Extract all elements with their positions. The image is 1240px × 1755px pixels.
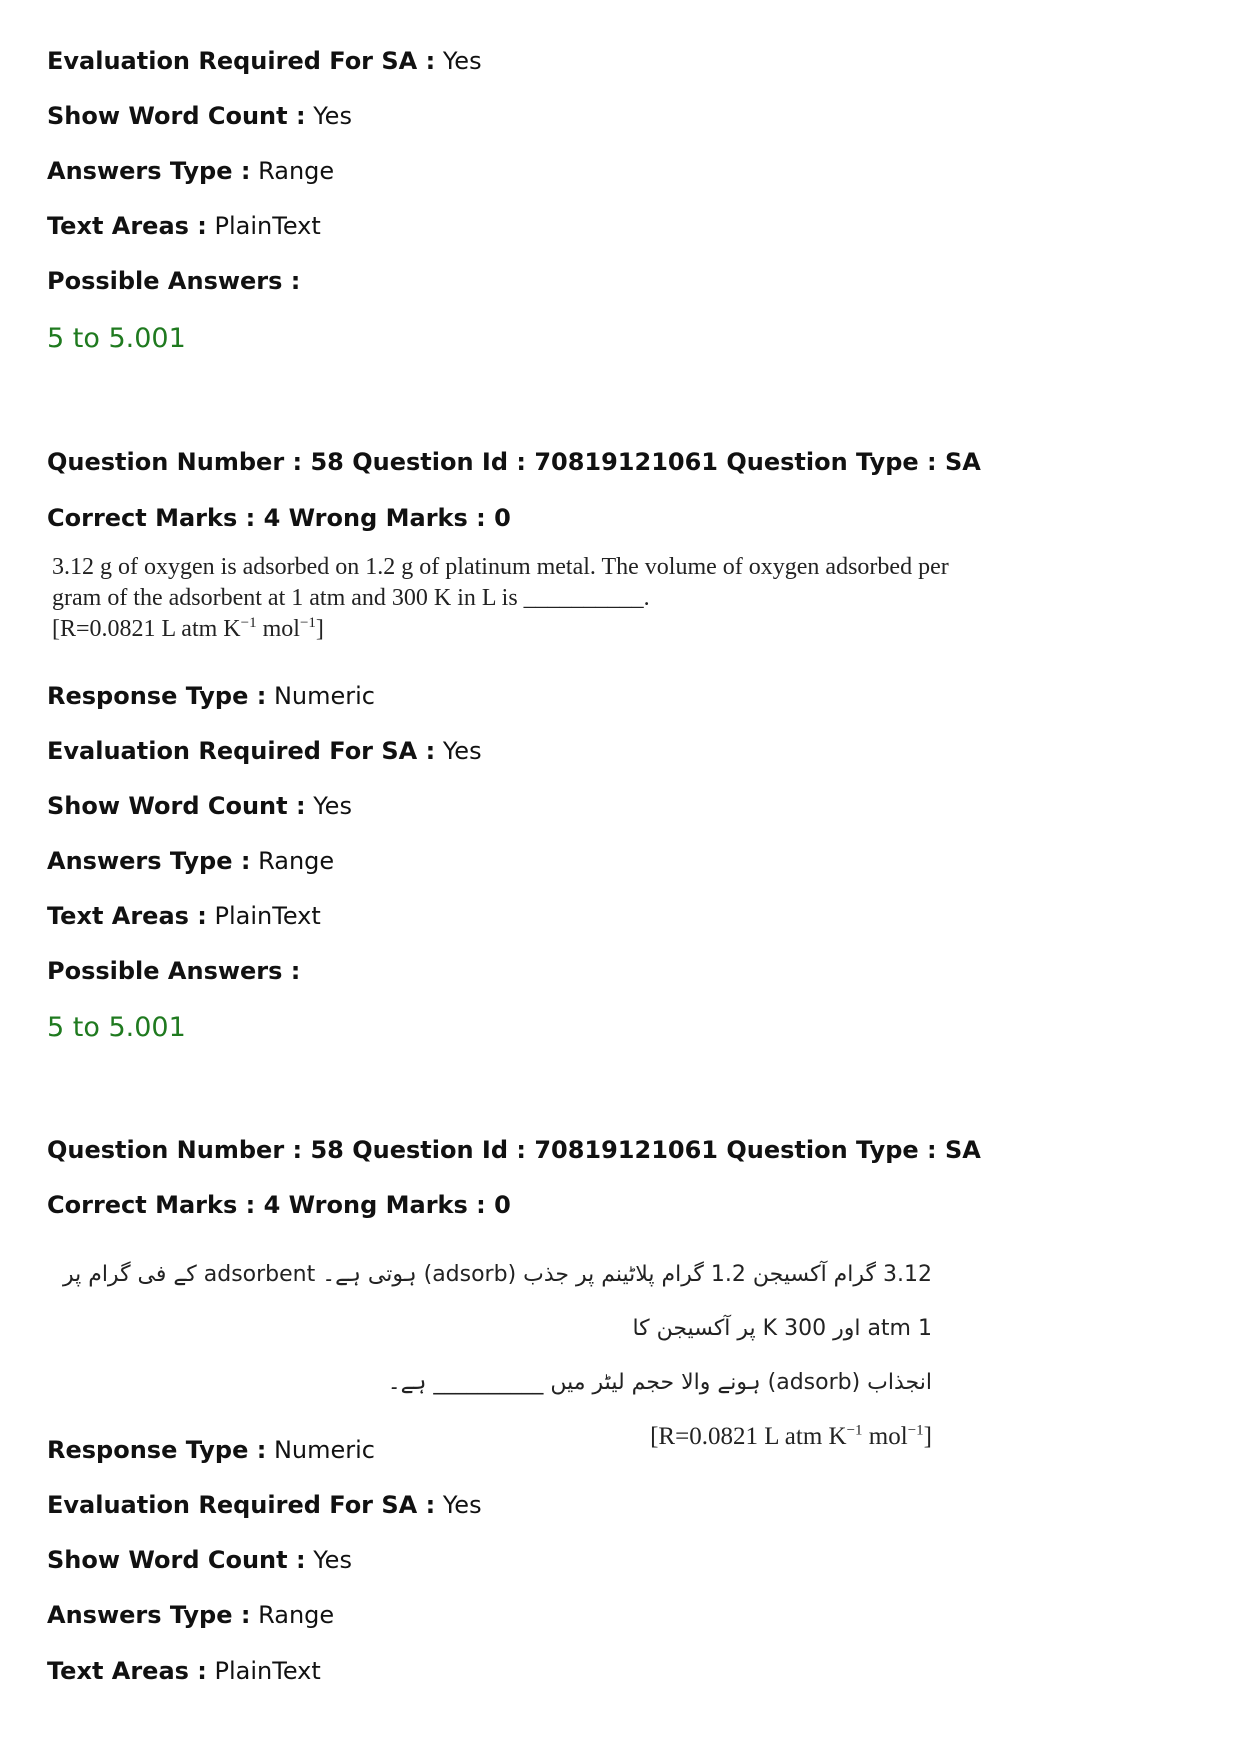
question-header xyxy=(47,1134,981,1166)
show-word-count-row xyxy=(47,790,352,822)
evaluation-required-row xyxy=(47,45,482,77)
formula-unit: mol xyxy=(256,616,300,642)
formula-unit: mol xyxy=(862,1423,908,1450)
response-type-row xyxy=(47,680,375,712)
question-text-line: 3.12 g of oxygen is adsorbed on 1.2 g of platinum metal. The volume of oxygen adsorbed per xyxy=(52,554,949,580)
show-word-count-value: Yes xyxy=(313,102,352,130)
evaluation-required-value: Yes xyxy=(442,47,482,75)
text-areas-label: Text Areas : xyxy=(47,902,207,930)
evaluation-required-label: Evaluation Required For SA : xyxy=(47,47,436,75)
possible-answer-value: 5 to 5.001 xyxy=(47,1012,186,1043)
possible-answers-row xyxy=(47,265,300,297)
formula-exponent: −1 xyxy=(846,1422,863,1439)
show-word-count-label: Show Word Count : xyxy=(47,102,306,130)
question-text-line: انجذاب (adsorb) ہونے والا حجم لیٹر میں __________ ہے۔ xyxy=(387,1370,932,1395)
answers-type-row xyxy=(47,155,334,187)
evaluation-required-label: Evaluation Required For SA : xyxy=(47,1491,436,1519)
evaluation-required-row xyxy=(47,1489,482,1521)
formula-close: ] xyxy=(315,616,324,642)
answers-type-label: Answers Type : xyxy=(47,157,251,185)
response-type-label: Response Type : xyxy=(47,1436,267,1464)
text-areas-row xyxy=(47,210,321,242)
question-header-text: Question Number : 58 Question Id : 70819121061 Question Type : SA xyxy=(47,448,981,476)
answers-type-label: Answers Type : xyxy=(47,1601,251,1629)
possible-answer-value: 5 to 5.001 xyxy=(47,323,186,354)
show-word-count-value: Yes xyxy=(313,1546,352,1574)
answers-type-row xyxy=(47,1599,334,1631)
formula-main: [R=0.0821 L atm K xyxy=(650,1423,847,1450)
show-word-count-row xyxy=(47,100,352,132)
response-type-value: Numeric xyxy=(273,1436,375,1464)
answers-type-value: Range xyxy=(258,847,335,875)
question-image xyxy=(52,552,952,645)
question-marks-text: Correct Marks : 4 Wrong Marks : 0 xyxy=(47,1191,511,1219)
question-text-line: 3.12 گرام آکسیجن 1.2 گرام پلاٹینم پر جذب (adsorb) ہوتی ہے۔ adsorbent کے فی گرام پر 1 atm اور 300 K پر آکسیجن کا xyxy=(62,1262,932,1341)
answers-type-value: Range xyxy=(258,1601,335,1629)
question-formula xyxy=(52,614,952,645)
formula-exponent: −1 xyxy=(299,615,316,631)
question-header-text: Question Number : 58 Question Id : 70819121061 Question Type : SA xyxy=(47,1136,981,1164)
evaluation-required-label: Evaluation Required For SA : xyxy=(47,737,436,765)
formula-close: ] xyxy=(923,1423,932,1450)
question-marks xyxy=(47,1189,511,1221)
evaluation-required-value: Yes xyxy=(442,1491,482,1519)
text-areas-row xyxy=(47,900,321,932)
question-image xyxy=(52,1248,932,1464)
text-areas-value: PlainText xyxy=(214,1657,321,1685)
text-areas-value: PlainText xyxy=(214,212,321,240)
formula-exponent: −1 xyxy=(907,1422,924,1439)
evaluation-required-value: Yes xyxy=(442,737,482,765)
question-header xyxy=(47,446,981,478)
evaluation-required-row xyxy=(47,735,482,767)
show-word-count-label: Show Word Count : xyxy=(47,1546,306,1574)
possible-answers-label: Possible Answers : xyxy=(47,957,301,985)
formula-main: [R=0.0821 L atm K xyxy=(52,616,241,642)
question-marks-text: Correct Marks : 4 Wrong Marks : 0 xyxy=(47,504,511,532)
show-word-count-row xyxy=(47,1544,352,1576)
possible-answers-label: Possible Answers : xyxy=(47,267,301,295)
show-word-count-value: Yes xyxy=(313,792,352,820)
response-type-value: Numeric xyxy=(273,682,375,710)
answers-type-label: Answers Type : xyxy=(47,847,251,875)
answers-type-value: Range xyxy=(258,157,335,185)
formula-exponent: −1 xyxy=(240,615,257,631)
response-type-row xyxy=(47,1434,375,1466)
possible-answers-row xyxy=(47,955,300,987)
question-text-line: gram of the adsorbent at 1 atm and 300 K in L is __________. xyxy=(52,585,650,611)
show-word-count-label: Show Word Count : xyxy=(47,792,306,820)
text-areas-value: PlainText xyxy=(214,902,321,930)
text-areas-label: Text Areas : xyxy=(47,212,207,240)
answers-type-row xyxy=(47,845,334,877)
text-areas-label: Text Areas : xyxy=(47,1657,207,1685)
text-areas-row xyxy=(47,1655,321,1687)
response-type-label: Response Type : xyxy=(47,682,267,710)
question-marks xyxy=(47,502,511,534)
